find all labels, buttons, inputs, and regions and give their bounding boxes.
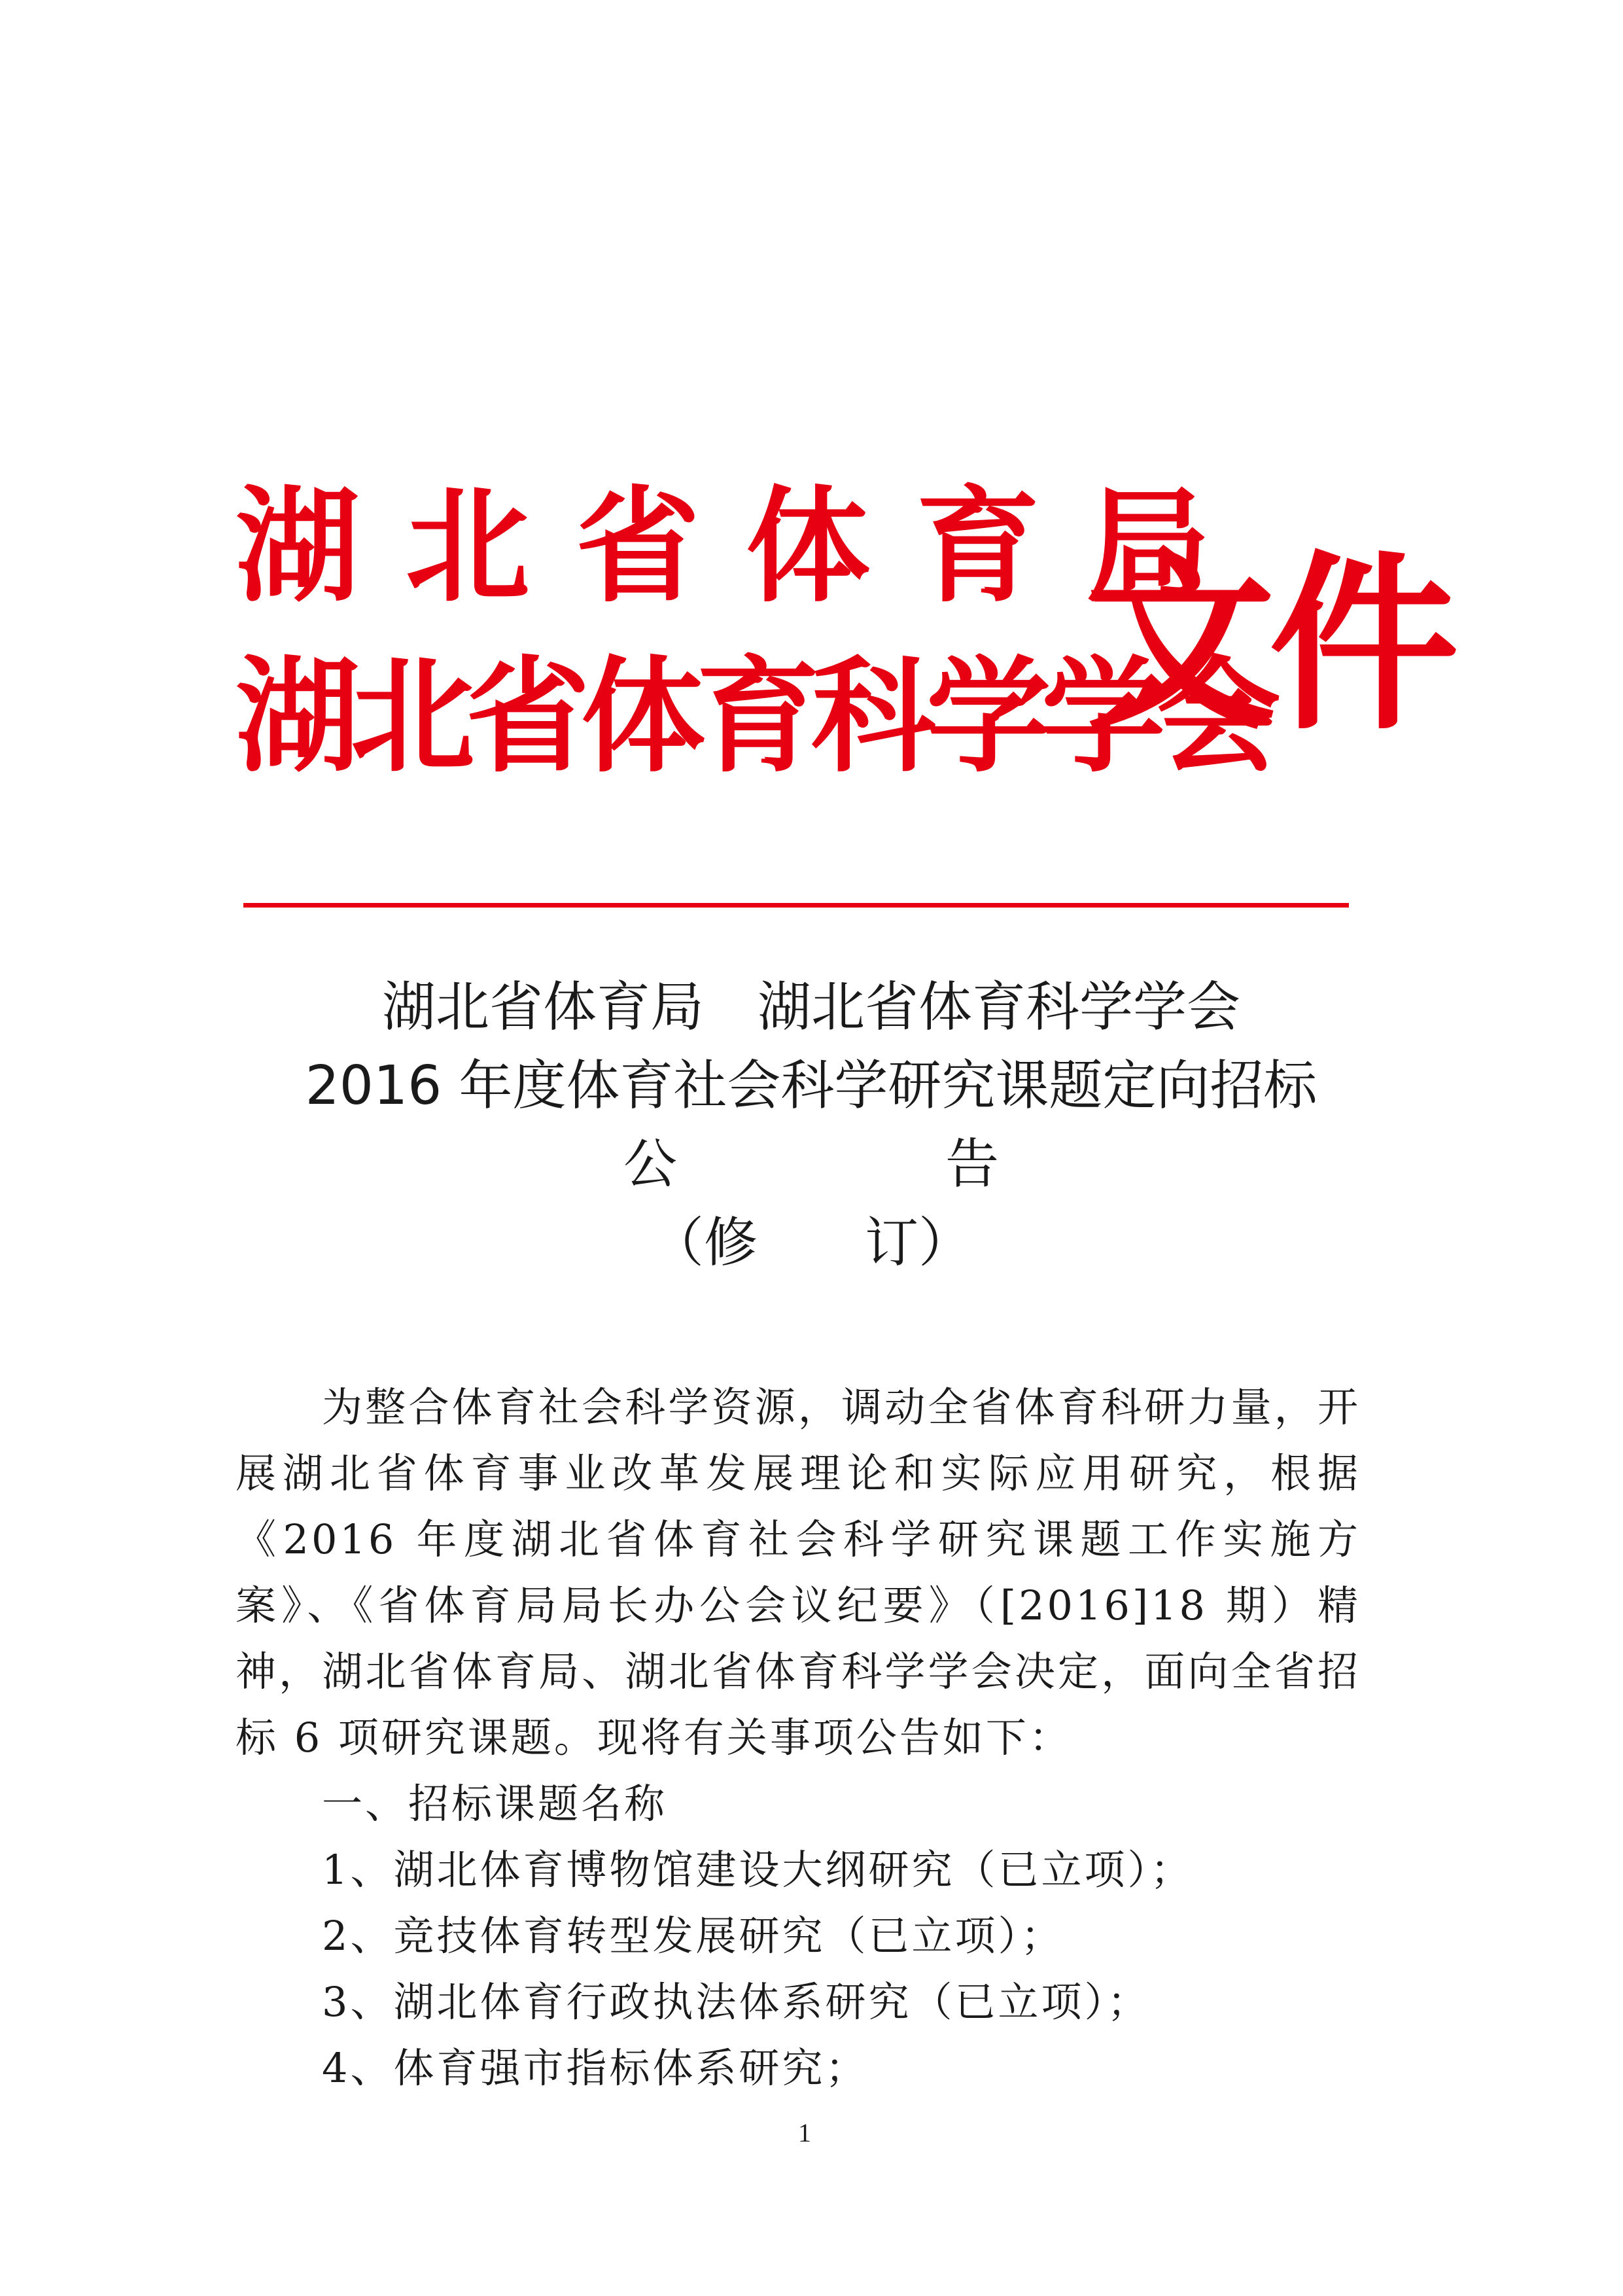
title-line-revision: （修 订） bbox=[650, 1212, 972, 1274]
list-item: 3、湖北体育行政执法体系研究（已立项）； bbox=[322, 1978, 1151, 2026]
red-separator-line bbox=[243, 903, 1349, 908]
list-item: 1、湖北体育博物馆建设大纲研究（已立项）； bbox=[322, 1846, 1194, 1894]
page-number: 1 bbox=[798, 2118, 811, 2147]
red-letterhead bbox=[236, 458, 1452, 824]
topic-list bbox=[236, 1837, 1361, 2101]
title-line-issuers: 湖北省体育局 湖北省体育科学学会 bbox=[381, 976, 1240, 1038]
document-body bbox=[236, 1374, 1361, 2101]
letterhead-org-line-1: 湖北省体育局 bbox=[236, 473, 1257, 619]
list-item: 2、竞技体育转型发展研究（已立项）； bbox=[322, 1912, 1064, 1960]
document-title bbox=[157, 968, 1465, 1282]
letterhead-org-line-2: 湖北省体育科学学会 bbox=[236, 643, 1272, 789]
letterhead-document-word: 文件 bbox=[1086, 533, 1452, 756]
intro-paragraph: 为整合体育社会科学资源，调动全省体育科研力量，开展湖北省体育事业改革发展理论和实际应用研究，根据《2016 年度湖北省体育社会科学研究课题工作实施方案》、《省体育局局长办公会议纪要》（[2016]18 期）精神，湖北省体育局、湖北省体育科学学会决定，面向全省招标 6 项研究课题。现将有关事项公告如下： bbox=[236, 1383, 1361, 1761]
section-heading-topics: 一、招标课题名称 bbox=[322, 1780, 668, 1828]
title-line-subject: 2016 年度体育社会科学研究课题定向招标 bbox=[305, 1055, 1318, 1117]
title-line-announcement: 公 告 bbox=[623, 1133, 999, 1195]
list-item: 4、体育强市指标体系研究； bbox=[322, 2044, 869, 2092]
